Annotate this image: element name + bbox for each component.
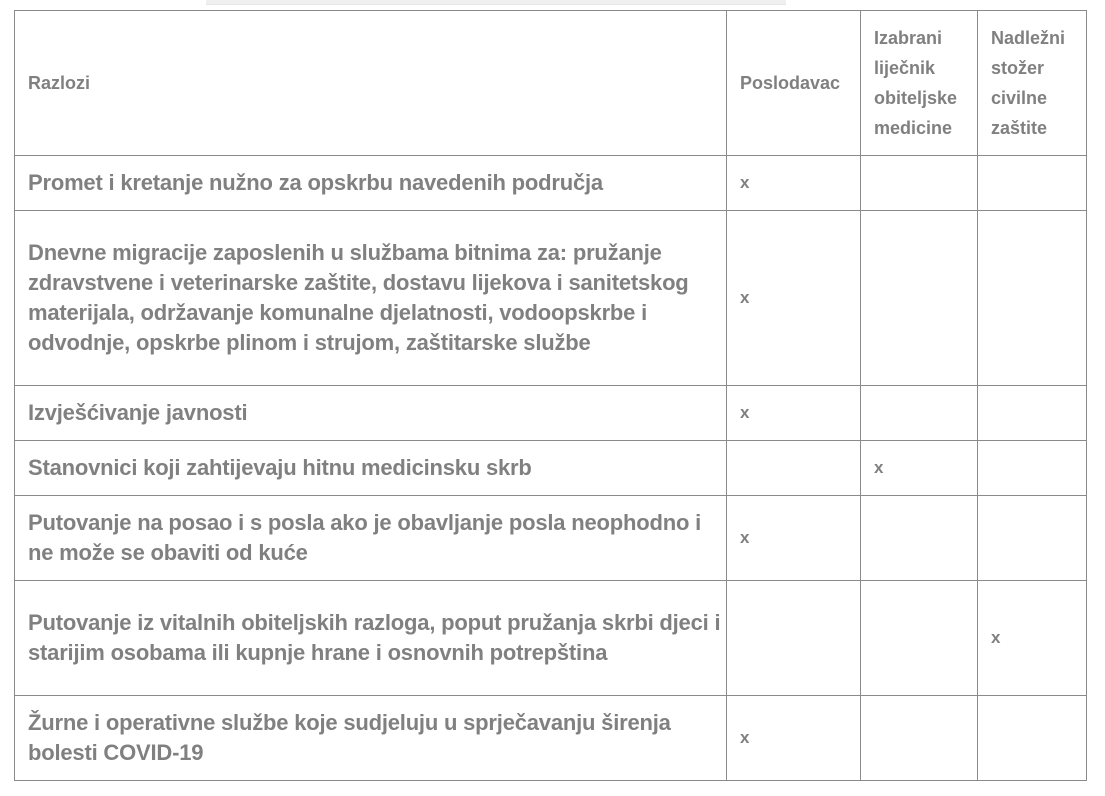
lijecnik-cell — [861, 156, 978, 211]
header-lijecnik: Izabrani liječnik obiteljske medicine — [861, 11, 978, 156]
lijecnik-cell: x — [861, 441, 978, 496]
poslodavac-cell: x — [727, 156, 861, 211]
poslodavac-cell: x — [727, 496, 861, 581]
lijecnik-cell — [861, 581, 978, 696]
poslodavac-cell: x — [727, 696, 861, 781]
header-row — [15, 11, 1087, 156]
stozer-cell — [978, 211, 1087, 386]
reason-cell: Stanovnici koji zahtijevaju hitnu medicinsku skrb — [15, 441, 727, 496]
table-row — [15, 386, 1087, 441]
lijecnik-cell — [861, 386, 978, 441]
poslodavac-cell: x — [727, 211, 861, 386]
table-row — [15, 211, 1087, 386]
stozer-cell — [978, 696, 1087, 781]
lijecnik-cell — [861, 211, 978, 386]
top-scroll-bar — [206, 0, 786, 5]
poslodavac-cell: x — [727, 386, 861, 441]
stozer-cell — [978, 441, 1087, 496]
table-row — [15, 581, 1087, 696]
header-poslodavac: Poslodavac — [727, 11, 861, 156]
table-row — [15, 156, 1087, 211]
reason-cell: Putovanje iz vitalnih obiteljskih razloga, poput pružanja skrbi djeci i starijim osobama ili kupnje hrane i osnovnih potrepština — [15, 581, 727, 696]
lijecnik-cell — [861, 696, 978, 781]
reason-cell: Dnevne migracije zaposlenih u službama bitnima za: pružanje zdravstvene i veterinarske zaštite, dostavu lijekova i sanitetskog materijala, održavanje komunalne djelatnosti, vodoopskrbe i odvodnje, opskrbe plinom i strujom, zaštitarske službe — [15, 211, 727, 386]
reason-cell: Putovanje na posao i s posla ako je obavljanje posla neophodno i ne može se obaviti od kuće — [15, 496, 727, 581]
reasons-table — [14, 10, 1087, 781]
table-row — [15, 496, 1087, 581]
stozer-cell — [978, 496, 1087, 581]
poslodavac-cell — [727, 441, 861, 496]
table-row — [15, 696, 1087, 781]
stozer-cell — [978, 156, 1087, 211]
header-razlozi: Razlozi — [15, 11, 727, 156]
stozer-cell: x — [978, 581, 1087, 696]
reason-cell: Promet i kretanje nužno za opskrbu navedenih područja — [15, 156, 727, 211]
poslodavac-cell — [727, 581, 861, 696]
reason-cell: Žurne i operativne službe koje sudjeluju u sprječavanju širenja bolesti COVID-19 — [15, 696, 727, 781]
reason-cell: Izvješćivanje javnosti — [15, 386, 727, 441]
table-row — [15, 441, 1087, 496]
header-stozer: Nadležni stožer civilne zaštite — [978, 11, 1087, 156]
lijecnik-cell — [861, 496, 978, 581]
stozer-cell — [978, 386, 1087, 441]
